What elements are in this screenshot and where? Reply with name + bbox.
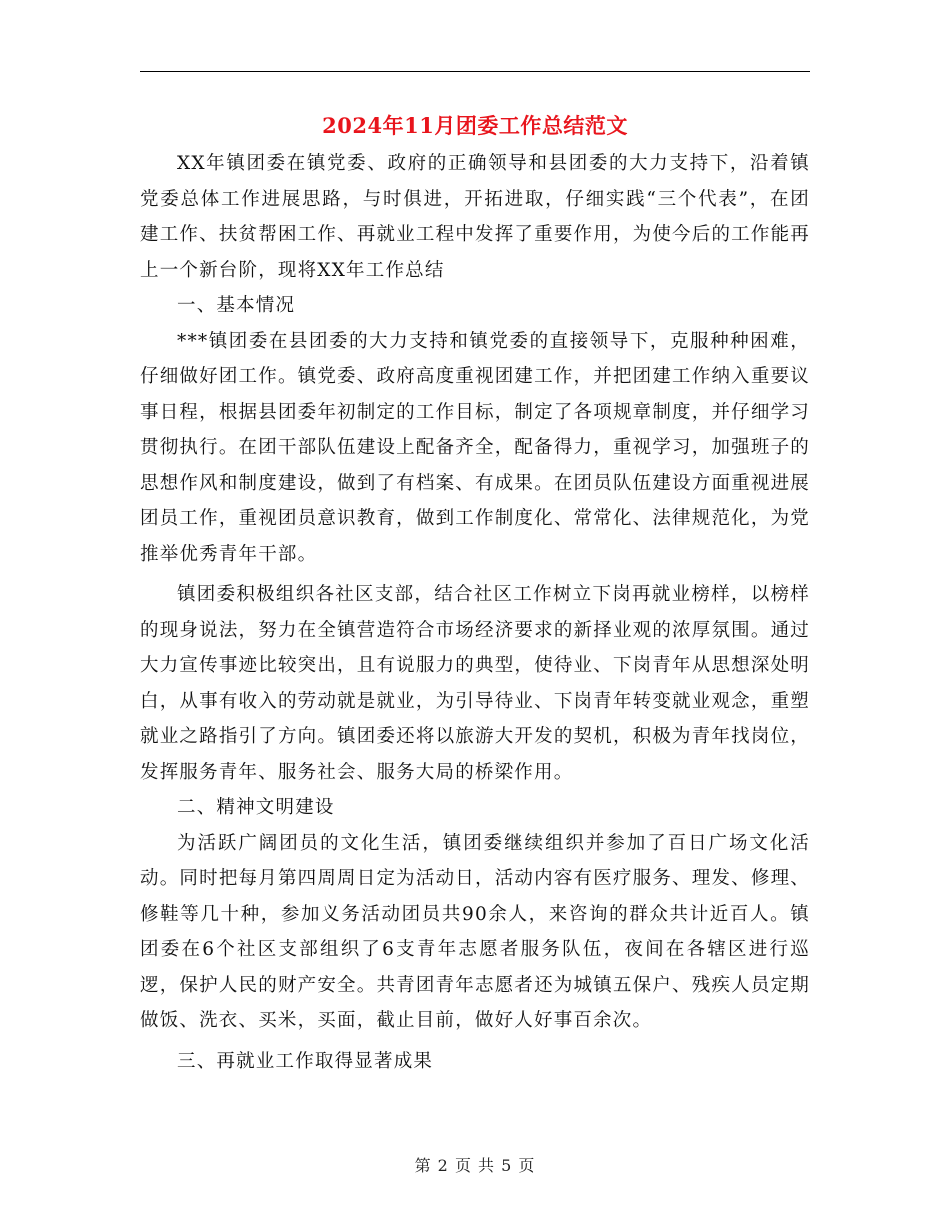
section-heading-reemployment: 三、再就业工作取得显著成果: [177, 1050, 434, 1072]
document-title: 2024年11月团委工作总结范文: [322, 113, 628, 138]
page-number: 第 2 页 共 5 页: [414, 1156, 536, 1175]
section-heading-basic: 一、基本情况: [177, 295, 296, 316]
intro-paragraph: XX年镇团委在镇党委、政府的正确领导和县团委的大力支持下，沿着镇党委总体工作进展思路，与时俱进，开拓进取，仔细实践“三个代表”，在团建工作、扶贫帮困工作、再就业工程中发挥了重要作用，为使今后的工作能再上一个新台阶，现将XX年工作总结: [140, 153, 810, 281]
employment-role-model-paragraph: 镇团委积极组织各社区支部，结合社区工作树立下岗再就业榜样，以榜样的现身说法，努力在全镇营造符合市场经济要求的新择业观的浓厚氛围。通过大力宣传事迹比较突出，且有说服力的典型，使待业、下岗青年从思想深处明白，从事有收入的劳动就是就业，为引导待业、下岗青年转变就业观念，重塑就业之路指引了方向。镇团委还将以旅游大开发的契机，积极为青年找岗位，发挥服务青年、服务社会、服务大局的桥梁作用。: [140, 584, 810, 783]
basic-situation-paragraph: ***镇团委在县团委的大力支持和镇党委的直接领导下，克服种种困难，仔细做好团工作。镇党委、政府高度重视团建工作，并把团建工作纳入重要议事日程，根据县团委年初制定的工作目标，制定了各项规章制度，并仔细学习贯彻执行。在团干部队伍建设上配备齐全，配备得力，重视学习，加强班子的思想作风和制度建设，做到了有档案、有成果。在团员队伍建设方面重视进展团员工作，重视团员意识教育，做到工作制度化、常常化、法律规范化，为党推举优秀青年干部。: [140, 330, 810, 565]
document-body: [140, 146, 810, 1079]
civilization-paragraph: 为活跃广阔团员的文化生活，镇团委继续组织并参加了百日广场文化活动。同时把每月第四周周日定为活动日，活动内容有医疗服务、理发、修理、修鞋等几十种，参加义务活动团员共90余人，来咨询的群众共计近百人。镇团委在6个社区支部组织了6支青年志愿者服务队伍，夜间在各辖区进行巡逻，保护人民的财产安全。共青团青年志愿者还为城镇五保户、残疾人员定期做饭、洗衣、买米，买面，截止目前，做好人好事百余次。: [140, 832, 810, 1031]
section-heading-civilization: 二、精神文明建设: [177, 797, 335, 818]
header-rule: [140, 71, 810, 72]
